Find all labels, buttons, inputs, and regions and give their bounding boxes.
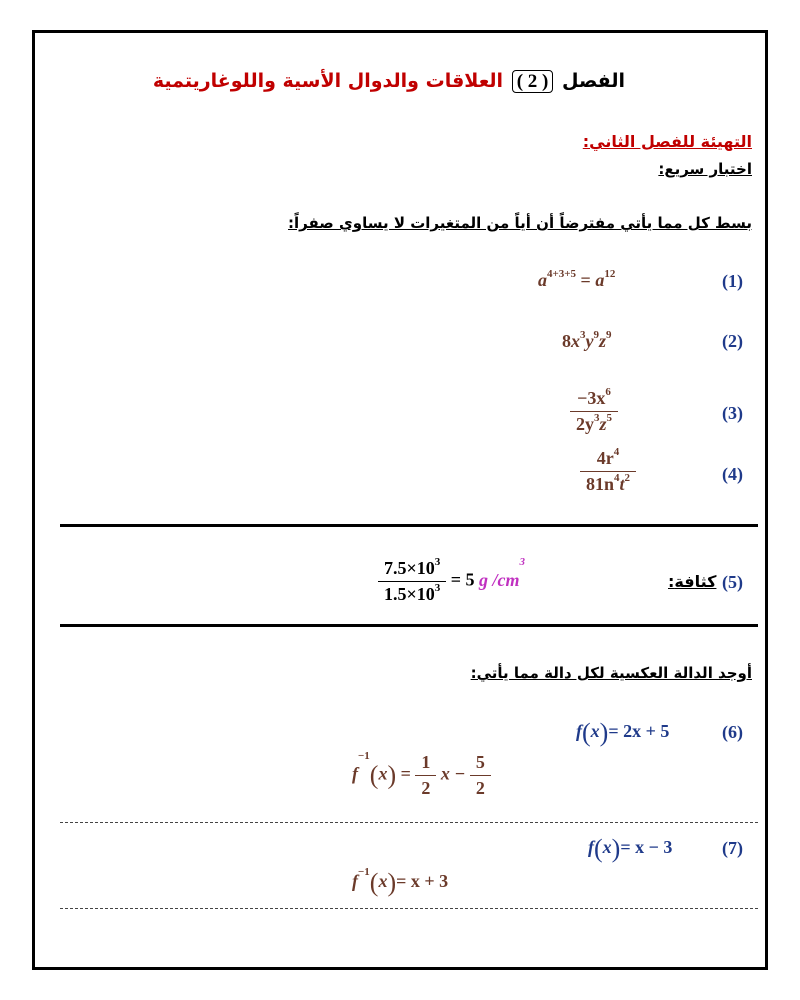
density-expression: $\frac{7.5\times 10^3}{1.5\times 10^3}$ = 5 g $/cm^3$ xyxy=(378,558,525,605)
problem-5-label: (5) xyxy=(722,572,743,592)
chapter-word: الفصل xyxy=(561,70,625,92)
dashed-separator xyxy=(60,822,758,823)
problem-4-label: (4) xyxy=(722,464,743,484)
simplify-instruction: بسط كل مما يأتي مفترضاً أن أياً من المتغيرات لا يساوي صفراً: xyxy=(288,214,752,232)
inverse-instruction: أوجد الدالة العكسية لكل دالة مما يأتي: xyxy=(470,664,752,682)
quick-test-label: اختبار سريع: xyxy=(658,160,752,178)
problem-7-answer: $f^{-1}(x)= x + 3$ xyxy=(352,866,449,897)
problem-7-label: (7) xyxy=(722,838,743,858)
problem-6-function: f(x)= 2x + 5 xyxy=(576,718,670,747)
problem-1-label: (1) xyxy=(722,271,743,291)
problem-2-label: (2) xyxy=(722,331,743,351)
warmup-title: التهيئة للفصل الثاني: xyxy=(582,132,752,151)
chapter-title-text: العلاقات والدوال الأسية واللوغاريتمية xyxy=(152,70,504,92)
problem-3-expression: $\frac{-3x^6}{2y^3z^5}$ xyxy=(570,388,618,435)
problem-6-answer: $f^{-1}(x)$ = $\frac{1}{2}$ x − $\frac{5}{2}$ xyxy=(352,752,491,799)
problem-4-expression: $\frac{4r^4}{81n^4t^2}$ xyxy=(580,448,636,495)
problem-3-label: (3) xyxy=(722,403,743,423)
chapter-title xyxy=(152,70,625,93)
section-divider xyxy=(60,524,758,527)
problem-7-function: f(x)= x − 3 xyxy=(588,834,673,863)
density-word: كثافة: xyxy=(668,572,717,591)
problem-6-label: (6) xyxy=(722,722,743,742)
chapter-number: ( 2 ) xyxy=(512,70,554,93)
dashed-separator-2 xyxy=(60,908,758,909)
problem-2-expression: $8x^3y^9z^9$ xyxy=(562,329,612,351)
section-divider-2 xyxy=(60,624,758,627)
problem-1-expression: $a^{4+3+5} = a^{12}$ xyxy=(538,268,616,290)
